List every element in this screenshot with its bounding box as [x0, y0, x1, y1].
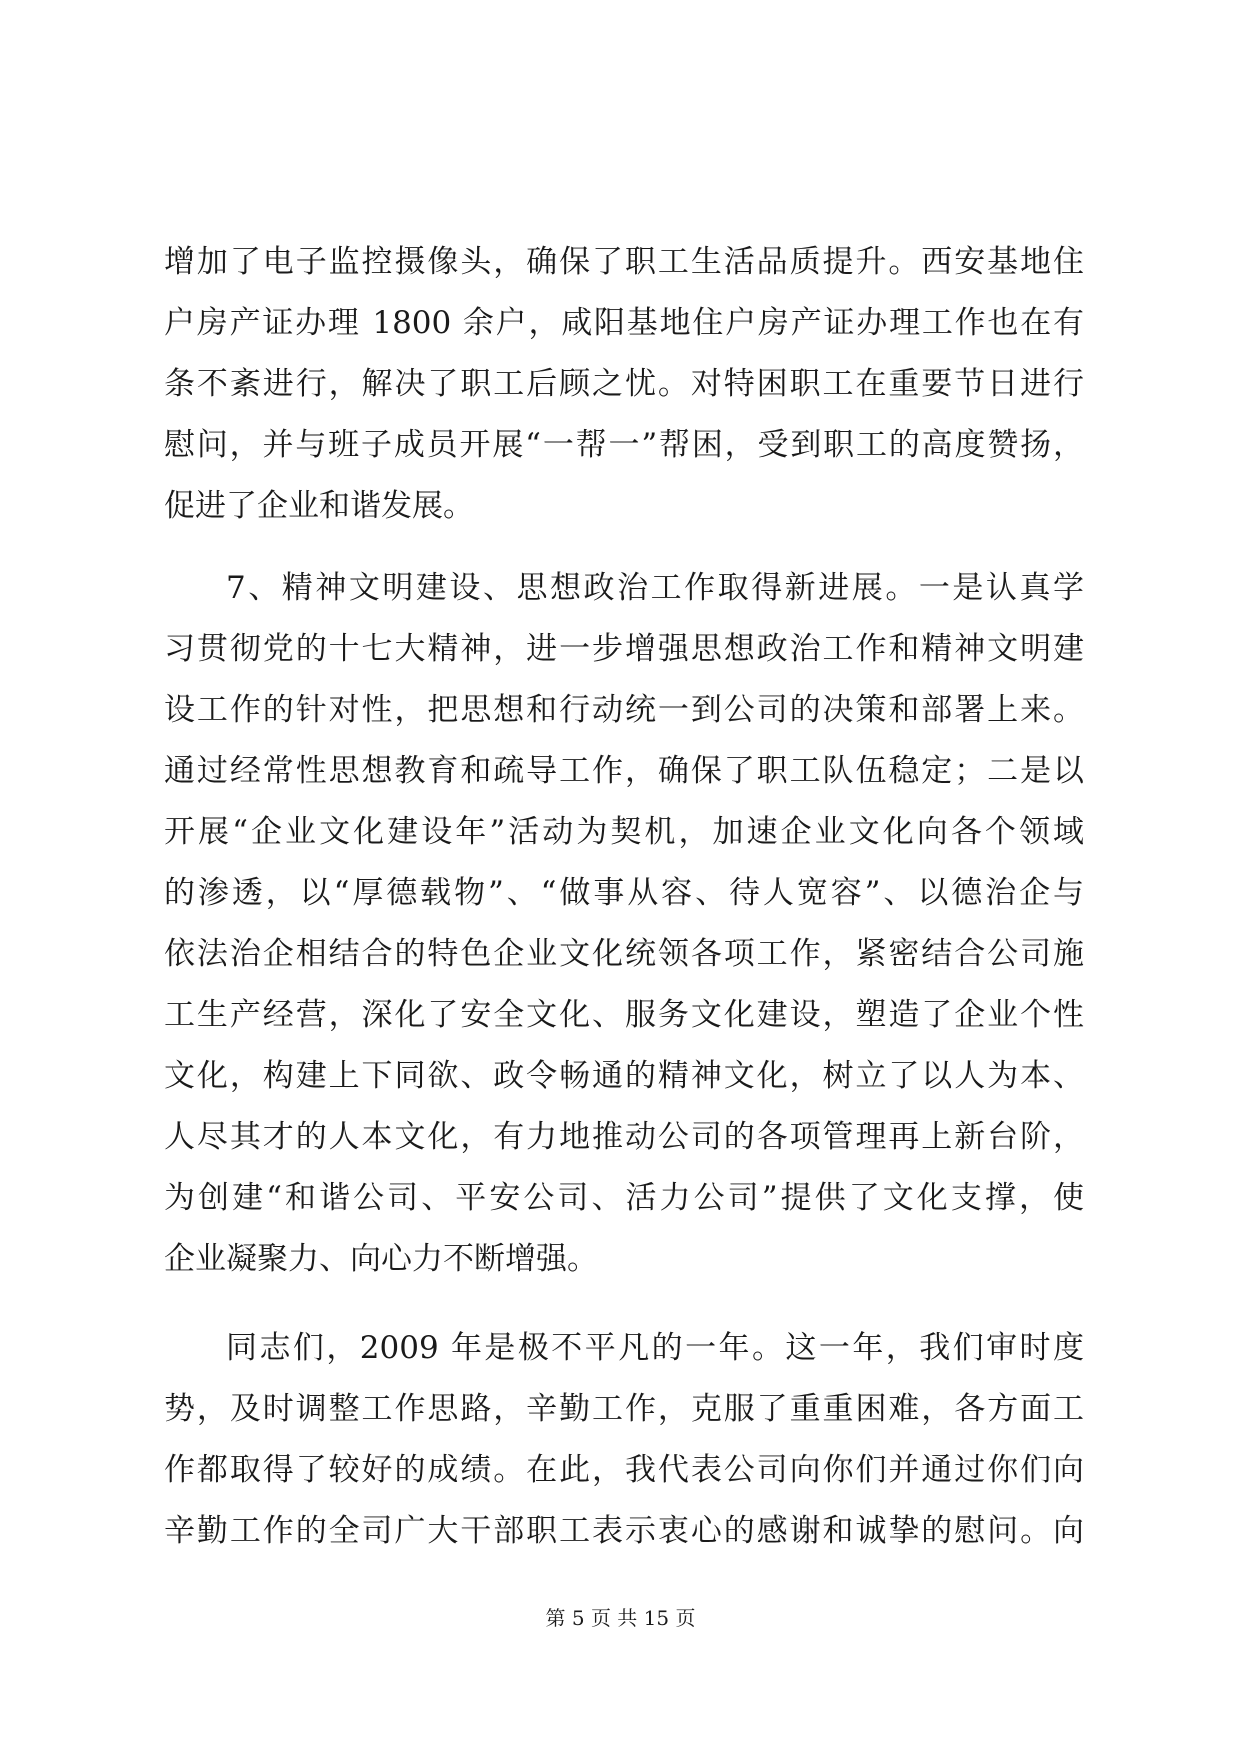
- text-line: 势，及时调整工作思路，辛勤工作，克服了重重困难，各方面工: [164, 1391, 1084, 1427]
- text-line: 的渗透，以“厚德载物”、“做事从容、待人宽容”、以德治企与: [164, 875, 1084, 911]
- text-line: 企业凝聚力、向心力不断增强。: [164, 1241, 598, 1277]
- page-footer: [0, 1604, 1241, 1632]
- page-number: 第 5 页 共 15 页: [545, 1606, 696, 1630]
- text-line: 促进了企业和谐发展。: [164, 488, 474, 524]
- paragraph-2: [164, 558, 1084, 1290]
- text-line: 辛勤工作的全司广大干部职工表示衷心的感谢和诚挚的慰问。向: [164, 1513, 1084, 1549]
- paragraph-1: [164, 232, 1084, 537]
- text-line: 工生产经营，深化了安全文化、服务文化建设，塑造了企业个性: [164, 997, 1084, 1033]
- text-line: 条不紊进行，解决了职工后顾之忧。对特困职工在重要节日进行: [164, 366, 1084, 402]
- text-line: 文化，构建上下同欲、政令畅通的精神文化，树立了以人为本、: [164, 1058, 1084, 1094]
- body-text: [164, 232, 1084, 1562]
- text-line: 设工作的针对性，把思想和行动统一到公司的决策和部署上来。: [164, 692, 1084, 728]
- text-line: 户房产证办理 1800 余户，咸阳基地住户房产证办理工作也在有: [164, 305, 1084, 341]
- text-line: 同志们，2009 年是极不平凡的一年。这一年，我们审时度: [226, 1330, 1084, 1366]
- text-line: 慰问，并与班子成员开展“一帮一”帮困，受到职工的高度赞扬，: [164, 427, 1084, 463]
- paragraph-3: [164, 1318, 1084, 1562]
- text-line: 依法治企相结合的特色企业文化统领各项工作，紧密结合公司施: [164, 936, 1084, 972]
- text-line: 作都取得了较好的成绩。在此，我代表公司向你们并通过你们向: [164, 1452, 1084, 1488]
- text-line: 通过经常性思想教育和疏导工作，确保了职工队伍稳定；二是以: [164, 753, 1084, 789]
- text-line: 为创建“和谐公司、平安公司、活力公司”提供了文化支撑，使: [164, 1180, 1084, 1216]
- text-line: 开展“企业文化建设年”活动为契机，加速企业文化向各个领域: [164, 814, 1084, 850]
- text-line: 习贯彻党的十七大精神，进一步增强思想政治工作和精神文明建: [164, 631, 1084, 667]
- text-line: 人尽其才的人本文化，有力地推动公司的各项管理再上新台阶，: [164, 1119, 1084, 1155]
- text-line: 7、精神文明建设、思想政治工作取得新进展。一是认真学: [226, 570, 1084, 606]
- text-line: 增加了电子监控摄像头，确保了职工生活品质提升。西安基地住: [164, 244, 1084, 280]
